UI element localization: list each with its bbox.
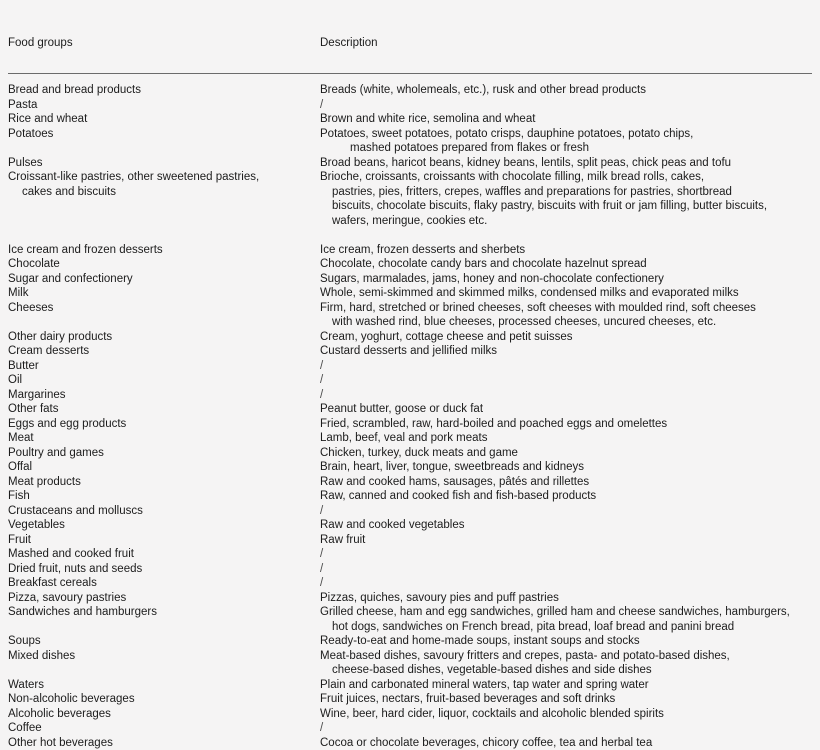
cell-description bbox=[320, 692, 812, 707]
cell-food-group bbox=[8, 272, 320, 287]
table-row bbox=[8, 359, 812, 374]
cell-description bbox=[320, 170, 812, 228]
cell-description bbox=[320, 402, 812, 417]
table-row bbox=[8, 272, 812, 287]
description-line: Ready-to-eat and home-made soups, instant soups and stocks bbox=[320, 634, 812, 649]
cell-description bbox=[320, 330, 812, 345]
description-line: pastries, pies, fritters, crepes, waffles and preparations for pastries, shortbread bbox=[320, 185, 812, 200]
cell-food-group bbox=[8, 649, 320, 664]
table-row bbox=[8, 504, 812, 519]
cell-description bbox=[320, 344, 812, 359]
cell-description bbox=[320, 504, 812, 519]
cell-food-group bbox=[8, 518, 320, 533]
cell-food-group bbox=[8, 156, 320, 171]
cell-description bbox=[320, 127, 812, 156]
cell-description bbox=[320, 518, 812, 533]
cell-description bbox=[320, 83, 812, 98]
table-row bbox=[8, 649, 812, 678]
description-line: with washed rind, blue cheeses, processed cheeses, uncured cheeses, etc. bbox=[320, 315, 812, 330]
food-group-line: Butter bbox=[8, 359, 314, 374]
food-group-line: Coffee bbox=[8, 721, 314, 736]
cell-description bbox=[320, 301, 812, 330]
cell-food-group bbox=[8, 402, 320, 417]
food-group-line: Milk bbox=[8, 286, 314, 301]
cell-food-group bbox=[8, 170, 320, 199]
food-group-line: Eggs and egg products bbox=[8, 417, 314, 432]
description-line: Raw fruit bbox=[320, 533, 812, 548]
food-group-line: Croissant-like pastries, other sweetened pastries, bbox=[8, 170, 314, 185]
food-group-line: cakes and biscuits bbox=[8, 185, 314, 200]
table-row bbox=[8, 518, 812, 533]
table-row bbox=[8, 388, 812, 403]
cell-description bbox=[320, 446, 812, 461]
cell-description bbox=[320, 431, 812, 446]
table-row bbox=[8, 344, 812, 359]
cell-food-group bbox=[8, 330, 320, 345]
description-line: / bbox=[320, 388, 812, 403]
description-line: Brown and white rice, semolina and wheat bbox=[320, 112, 812, 127]
cell-description bbox=[320, 649, 812, 678]
cell-food-group bbox=[8, 504, 320, 519]
description-line: / bbox=[320, 721, 812, 736]
cell-description bbox=[320, 359, 812, 374]
table-row bbox=[8, 112, 812, 127]
table-row bbox=[8, 170, 812, 228]
food-group-line: Potatoes bbox=[8, 127, 314, 142]
food-group-line: Bread and bread products bbox=[8, 83, 314, 98]
description-line: Wine, beer, hard cider, liquor, cocktails and alcoholic blended spirits bbox=[320, 707, 812, 722]
food-group-line: Pasta bbox=[8, 98, 314, 113]
cell-food-group bbox=[8, 678, 320, 693]
cell-food-group bbox=[8, 460, 320, 475]
description-line: Lamb, beef, veal and pork meats bbox=[320, 431, 812, 446]
cell-food-group bbox=[8, 344, 320, 359]
description-line: / bbox=[320, 373, 812, 388]
cell-food-group bbox=[8, 257, 320, 272]
cell-food-group bbox=[8, 721, 320, 736]
description-line: / bbox=[320, 562, 812, 577]
food-group-line: Sugar and confectionery bbox=[8, 272, 314, 287]
cell-food-group bbox=[8, 359, 320, 374]
description-line: Cream, yoghurt, cottage cheese and petit suisses bbox=[320, 330, 812, 345]
cell-food-group bbox=[8, 736, 320, 750]
food-group-line: Soups bbox=[8, 634, 314, 649]
description-line: Custard desserts and jellified milks bbox=[320, 344, 812, 359]
food-group-line: Fruit bbox=[8, 533, 314, 548]
food-group-line: Crustaceans and molluscs bbox=[8, 504, 314, 519]
food-group-line: Other dairy products bbox=[8, 330, 314, 345]
cell-description bbox=[320, 112, 812, 127]
description-line: Grilled cheese, ham and egg sandwiches, grilled ham and cheese sandwiches, hamburgers, bbox=[320, 605, 812, 620]
food-group-line: Other hot beverages bbox=[8, 736, 314, 750]
table-body bbox=[8, 74, 812, 750]
food-group-line: Fish bbox=[8, 489, 314, 504]
cell-description bbox=[320, 634, 812, 649]
cell-food-group bbox=[8, 591, 320, 606]
table-row bbox=[8, 547, 812, 562]
description-line: Ice cream, frozen desserts and sherbets bbox=[320, 243, 812, 258]
cell-food-group bbox=[8, 707, 320, 722]
table-row bbox=[8, 692, 812, 707]
description-line: Plain and carbonated mineral waters, tap water and spring water bbox=[320, 678, 812, 693]
description-line: Sugars, marmalades, jams, honey and non-chocolate confectionery bbox=[320, 272, 812, 287]
table-row bbox=[8, 301, 812, 330]
table-row bbox=[8, 417, 812, 432]
column-header-food-groups: Food groups bbox=[8, 36, 73, 51]
description-line: Broad beans, haricot beans, kidney beans, lentils, split peas, chick peas and tofu bbox=[320, 156, 812, 171]
description-line: biscuits, chocolate biscuits, flaky pastry, biscuits with fruit or jam filling, butter biscuits, bbox=[320, 199, 812, 214]
cell-description bbox=[320, 475, 812, 490]
table-row bbox=[8, 489, 812, 504]
cell-food-group bbox=[8, 373, 320, 388]
table-row bbox=[8, 475, 812, 490]
food-group-line: Meat products bbox=[8, 475, 314, 490]
description-line: / bbox=[320, 359, 812, 374]
food-group-line: Dried fruit, nuts and seeds bbox=[8, 562, 314, 577]
description-line: / bbox=[320, 576, 812, 591]
cell-food-group bbox=[8, 83, 320, 98]
cell-food-group bbox=[8, 533, 320, 548]
cell-food-group bbox=[8, 301, 320, 316]
cell-food-group bbox=[8, 605, 320, 620]
cell-description bbox=[320, 417, 812, 432]
description-line: Fruit juices, nectars, fruit-based beverages and soft drinks bbox=[320, 692, 812, 707]
description-line: / bbox=[320, 504, 812, 519]
cell-food-group bbox=[8, 98, 320, 113]
table-row bbox=[8, 83, 812, 98]
cell-description bbox=[320, 562, 812, 577]
food-group-line: Mashed and cooked fruit bbox=[8, 547, 314, 562]
food-group-line: Pulses bbox=[8, 156, 314, 171]
food-group-line: Offal bbox=[8, 460, 314, 475]
description-line: Brain, heart, liver, tongue, sweetbreads and kidneys bbox=[320, 460, 812, 475]
food-group-line: Poultry and games bbox=[8, 446, 314, 461]
table-row bbox=[8, 446, 812, 461]
food-group-line: Chocolate bbox=[8, 257, 314, 272]
cell-food-group bbox=[8, 576, 320, 591]
description-line: cheese-based dishes, vegetable-based dishes and side dishes bbox=[320, 663, 812, 678]
cell-food-group bbox=[8, 489, 320, 504]
cell-food-group bbox=[8, 417, 320, 432]
table-row bbox=[8, 431, 812, 446]
description-line: Chocolate, chocolate candy bars and chocolate hazelnut spread bbox=[320, 257, 812, 272]
description-line: Raw and cooked hams, sausages, pâtés and rillettes bbox=[320, 475, 812, 490]
cell-description bbox=[320, 286, 812, 301]
table-row bbox=[8, 533, 812, 548]
table-row bbox=[8, 576, 812, 591]
column-header-description: Description bbox=[320, 36, 378, 51]
description-line: mashed potatoes prepared from flakes or fresh bbox=[320, 141, 812, 156]
cell-food-group bbox=[8, 446, 320, 461]
table-row bbox=[8, 127, 812, 156]
description-line: hot dogs, sandwiches on French bread, pita bread, loaf bread and panini bread bbox=[320, 620, 812, 635]
description-line: / bbox=[320, 547, 812, 562]
cell-food-group bbox=[8, 388, 320, 403]
table-row bbox=[8, 98, 812, 113]
cell-food-group bbox=[8, 692, 320, 707]
description-line: Firm, hard, stretched or brined cheeses, soft cheeses with moulded rind, soft cheeses bbox=[320, 301, 812, 316]
cell-description bbox=[320, 533, 812, 548]
table-row bbox=[8, 402, 812, 417]
description-line: Cocoa or chocolate beverages, chicory coffee, tea and herbal tea bbox=[320, 736, 812, 750]
cell-food-group bbox=[8, 547, 320, 562]
description-line: wafers, meringue, cookies etc. bbox=[320, 214, 812, 229]
food-group-line: Waters bbox=[8, 678, 314, 693]
cell-food-group bbox=[8, 431, 320, 446]
cell-description bbox=[320, 388, 812, 403]
table-row bbox=[8, 257, 812, 272]
table-row bbox=[8, 707, 812, 722]
food-group-line: Alcoholic beverages bbox=[8, 707, 314, 722]
table-row bbox=[8, 330, 812, 345]
table-row bbox=[8, 156, 812, 171]
description-line: Raw and cooked vegetables bbox=[320, 518, 812, 533]
cell-description bbox=[320, 98, 812, 113]
table-row bbox=[8, 460, 812, 475]
description-line: Chicken, turkey, duck meats and game bbox=[320, 446, 812, 461]
food-group-line: Sandwiches and hamburgers bbox=[8, 605, 314, 620]
cell-description bbox=[320, 591, 812, 606]
cell-food-group bbox=[8, 634, 320, 649]
table-row bbox=[8, 562, 812, 577]
table-row bbox=[8, 605, 812, 634]
table-row bbox=[8, 736, 812, 750]
table-row bbox=[8, 678, 812, 693]
cell-description bbox=[320, 460, 812, 475]
cell-description bbox=[320, 576, 812, 591]
food-group-line: Rice and wheat bbox=[8, 112, 314, 127]
description-line: / bbox=[320, 98, 812, 113]
food-group-line: Meat bbox=[8, 431, 314, 446]
cell-description bbox=[320, 272, 812, 287]
cell-description bbox=[320, 257, 812, 272]
cell-description bbox=[320, 721, 812, 736]
description-line: Potatoes, sweet potatoes, potato crisps, dauphine potatoes, potato chips, bbox=[320, 127, 812, 142]
cell-description bbox=[320, 736, 812, 750]
cell-food-group bbox=[8, 127, 320, 142]
food-group-line: Non-alcoholic beverages bbox=[8, 692, 314, 707]
description-line: Whole, semi-skimmed and skimmed milks, condensed milks and evaporated milks bbox=[320, 286, 812, 301]
food-group-line: Vegetables bbox=[8, 518, 314, 533]
cell-food-group bbox=[8, 112, 320, 127]
cell-description bbox=[320, 373, 812, 388]
cell-description bbox=[320, 489, 812, 504]
table-row bbox=[8, 373, 812, 388]
food-group-line: Mixed dishes bbox=[8, 649, 314, 664]
cell-food-group bbox=[8, 475, 320, 490]
food-group-line: Breakfast cereals bbox=[8, 576, 314, 591]
food-group-line: Ice cream and frozen desserts bbox=[8, 243, 314, 258]
description-line: Pizzas, quiches, savoury pies and puff pastries bbox=[320, 591, 812, 606]
table-row bbox=[8, 721, 812, 736]
cell-description bbox=[320, 156, 812, 171]
description-line: Meat-based dishes, savoury fritters and crepes, pasta- and potato-based dishes, bbox=[320, 649, 812, 664]
description-line: Raw, canned and cooked fish and fish-based products bbox=[320, 489, 812, 504]
food-group-line: Pizza, savoury pastries bbox=[8, 591, 314, 606]
food-group-line: Other fats bbox=[8, 402, 314, 417]
table-row bbox=[8, 286, 812, 301]
description-line: Breads (white, wholemeals, etc.), rusk and other bread products bbox=[320, 83, 812, 98]
food-group-line: Margarines bbox=[8, 388, 314, 403]
table-row bbox=[8, 243, 812, 258]
cell-food-group bbox=[8, 286, 320, 301]
food-group-line: Oil bbox=[8, 373, 314, 388]
cell-description bbox=[320, 605, 812, 634]
table-row bbox=[8, 634, 812, 649]
cell-description bbox=[320, 243, 812, 258]
cell-food-group bbox=[8, 562, 320, 577]
food-group-line: Cheeses bbox=[8, 301, 314, 316]
cell-description bbox=[320, 707, 812, 722]
table-row bbox=[8, 591, 812, 606]
description-line: Brioche, croissants, croissants with chocolate filling, milk bread rolls, cakes, bbox=[320, 170, 812, 185]
cell-description bbox=[320, 678, 812, 693]
table-header bbox=[8, 0, 812, 58]
food-group-line: Cream desserts bbox=[8, 344, 314, 359]
cell-description bbox=[320, 547, 812, 562]
cell-food-group bbox=[8, 243, 320, 258]
description-line: Fried, scrambled, raw, hard-boiled and poached eggs and omelettes bbox=[320, 417, 812, 432]
description-line: Peanut butter, goose or duck fat bbox=[320, 402, 812, 417]
